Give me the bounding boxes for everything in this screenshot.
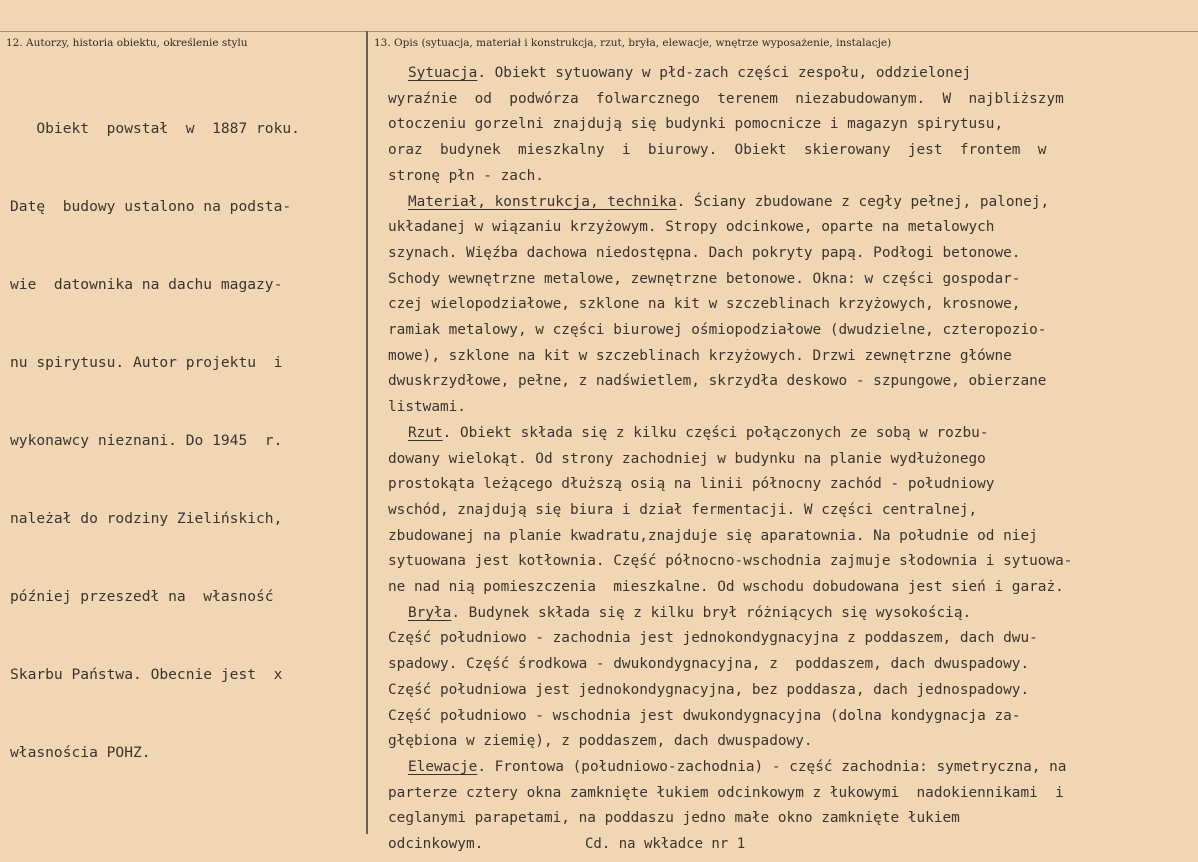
text-line: ramiak metalowy, w części biurowej ośmiopodziałowe (dwudzielne, czteropozio- bbox=[388, 322, 1047, 339]
text-line: należał do rodziny Zielińskich, bbox=[10, 510, 283, 527]
text-line: wie datownika na dachu magazy- bbox=[10, 276, 283, 293]
text-line: spadowy. Część środkowa - dwukondygnacyjna, z poddaszem, dach dwuspadowy. bbox=[388, 656, 1030, 673]
paragraph-first-line bbox=[388, 601, 1192, 627]
text-fragment: . Ściany zbudowane z cegły pełnej, palonej, bbox=[676, 193, 1050, 210]
text-line: Część południowo - wschodnia jest dwukondygnacyjna (dolna kondygnacja za- bbox=[388, 707, 1021, 724]
text-line: stronę płn - zach. bbox=[388, 167, 544, 184]
text-line: dwuskrzydłowe, pełne, z nadświetlem, skrzydła deskowo - szpungowe, obierzane bbox=[388, 373, 1047, 390]
paragraph-first-line bbox=[388, 61, 1192, 87]
left-column-header: 12. Autorzy, historia obiektu, określenie stylu bbox=[6, 37, 248, 49]
text-line: głębiona w ziemię), z poddaszem, dach dwuspadowy. bbox=[388, 733, 813, 750]
text-line: ceglanymi parapetami, na poddaszu jedno małe okno zamknięte łukiem bbox=[388, 810, 960, 827]
paragraph-first-line bbox=[388, 190, 1192, 216]
text-line: Część południowo - zachodnia jest jednokondygnacyjna z poddaszem, dach dwu- bbox=[388, 630, 1038, 647]
text-line: mowe), szklone na kit w szczeblinach krzyżowych. Drzwi zewnętrzne główne bbox=[388, 347, 1012, 364]
text-line: własnościa POHZ. bbox=[10, 744, 151, 761]
history-text bbox=[10, 64, 360, 818]
text-line: sytuowana jest kotłownia. Część północno-wschodnia zajmuje słodownia i sytuowa- bbox=[388, 553, 1073, 570]
text-fragment: . Obiekt składa się z kilku części połączonych ze sobą w rozbu- bbox=[442, 424, 989, 441]
text-line: Obiekt powstał w 1887 roku. bbox=[10, 120, 300, 137]
section-heading-elewacje: Elewacje bbox=[408, 758, 478, 775]
text-line: otoczeniu gorzelni znajdują się budynki pomocnicze i magazyn spirytusu, bbox=[388, 116, 1004, 133]
text-fragment: . Budynek składa się z kilku brył różniących się wysokością. bbox=[451, 604, 972, 621]
text-fragment: . Frontowa (południowo-zachodnia) - część zachodnia: symetryczna, na bbox=[477, 758, 1067, 775]
text-line: zbudowanej na planie kwadratu,znajduje się aparatownia. Na południe od niej bbox=[388, 527, 1038, 544]
text-line: Datę budowy ustalono na podsta- bbox=[10, 198, 292, 215]
text-line: później przeszedł na własność bbox=[10, 588, 274, 605]
text-line: ne nad nią pomieszczenia mieszkalne. Od wschodu dobudowana jest sień i garaż. bbox=[388, 579, 1064, 596]
description-text bbox=[388, 61, 1192, 858]
text-line: czej wielopodziałowe, szklone na kit w szczeblinach krzyżowych, krosnowe, bbox=[388, 296, 1021, 313]
section-heading-bryla: Bryła bbox=[408, 604, 452, 621]
text-line: odcinkowym. bbox=[388, 836, 484, 853]
text-line: listwami. bbox=[388, 399, 466, 416]
text-line: prostokąta leżącego dłuższą osią na linii północny zachód - południowy bbox=[388, 476, 995, 493]
paragraph-first-line bbox=[388, 755, 1192, 781]
column-divider bbox=[366, 31, 368, 834]
text-line: oraz budynek mieszkalny i biurowy. Obiekt skierowany jest frontem w bbox=[388, 142, 1047, 159]
right-column-header: 13. Opis (sytuacja, materiał i konstrukcja, rzut, bryła, elewacje, wnętrze wyposażenie, instalacje) bbox=[374, 37, 892, 49]
text-line: szynach. Więźba dachowa niedostępna. Dach pokryty papą. Podłogi betonowe. bbox=[388, 244, 1021, 261]
text-line: Schody wewnętrzne metalowe, zewnętrzne betonowe. Okna: w części gospodar- bbox=[388, 270, 1021, 287]
text-line: nu spirytusu. Autor projektu i bbox=[10, 354, 283, 371]
header-rule bbox=[0, 31, 1198, 32]
text-line: parterze cztery okna zamknięte łukiem odcinkowym z łukowymi nadokiennikami i bbox=[388, 784, 1064, 801]
section-heading-rzut: Rzut bbox=[408, 424, 443, 441]
text-line: dowany wielokąt. Od strony zachodniej w budynku na planie wydłużonego bbox=[388, 450, 986, 467]
section-heading-sytuacja: Sytuacja bbox=[408, 65, 478, 81]
text-line: Część południowa jest jednokondygnacyjna, bez poddasza, dach jednospadowy. bbox=[388, 681, 1030, 698]
text-fragment: . Obiekt sytuowany w płd-zach części zespołu, oddzielonej bbox=[477, 65, 972, 81]
text-line: Skarbu Państwa. Obecnie jest x bbox=[10, 666, 283, 683]
text-line: wykonawcy nieznani. Do 1945 r. bbox=[10, 432, 283, 449]
paragraph-first-line bbox=[388, 421, 1192, 447]
section-heading-material: Materiał, konstrukcja, technika bbox=[408, 193, 677, 210]
text-line: wschód, znajdują się biura i dział fermentacji. W części centralnej, bbox=[388, 501, 978, 518]
continuation-note: Cd. na wkładce nr 1 bbox=[585, 836, 746, 852]
text-line: wyraźnie od podwórza folwarcznego terenem niezabudowanym. W najbliższym bbox=[388, 90, 1064, 107]
text-line: układanej w wiązaniu krzyżowym. Stropy odcinkowe, oparte na metalowych bbox=[388, 219, 995, 236]
